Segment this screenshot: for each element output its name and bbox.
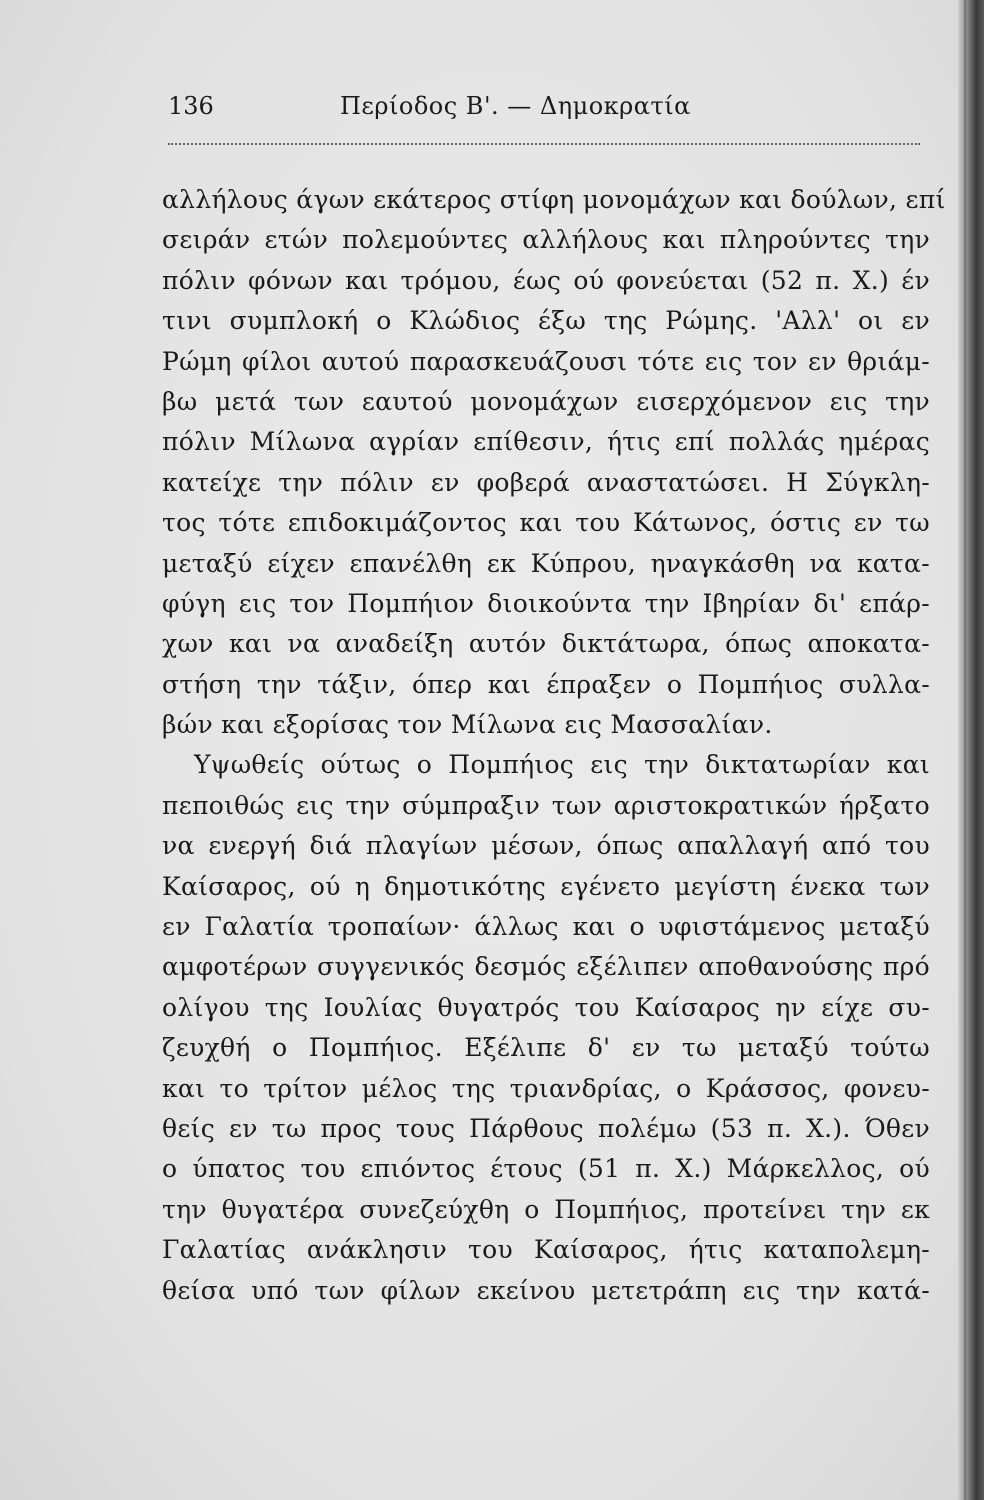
text-line: πεποιθώς εις την σύμπραξιν των αριστοκρατικών ήρξατο [162, 790, 930, 820]
page-edge-shadow [958, 0, 984, 1500]
text-line: μεταξύ είχεν επανέλθη εκ Κύπρου, ηναγκάσθη να κατα- [162, 548, 930, 578]
chapter-title: Περίοδος Β'. — Δημοκρατία [340, 92, 691, 120]
text-line: κατείχε την πόλιν εν φοβερά αναστατώσει. Η Σύγκλη- [162, 467, 930, 497]
text-line: σειράν ετών πολεμούντες αλλήλους και πληρούντες την [162, 225, 930, 255]
running-header [168, 92, 920, 132]
text-line: φύγη εις τον Πομπήιον διοικούντα την Ιβηρίαν δι' επάρ- [162, 588, 930, 618]
text-line: θείσα υπό των φίλων εκείνου μετετράπη εις την κατά- [162, 1275, 930, 1305]
text-line: αμφοτέρων συγγενικός δεσμός εξέλιπεν αποθανούσης πρό [162, 952, 930, 982]
text-line: ο ύπατος του επιόντος έτους (51 π. Χ.) Μάρκελλος, ού [162, 1154, 930, 1184]
text-line: εν Γαλατία τροπαίων· άλλως και ο υφιστάμενος μεταξύ [162, 912, 930, 942]
text-line: τινι συμπλοκή ο Κλώδιος έξω της Ρώμης. 'Αλλ' οι εν [162, 306, 930, 336]
header-rule [168, 143, 920, 145]
text-line: πόλιν φόνων και τρόμου, έως ού φονεύεται (52 π. Χ.) έν [162, 265, 930, 295]
text-line: την θυγατέρα συνεζεύχθη ο Πομπήιος, προτείνει την εκ [162, 1194, 930, 1224]
text-line: ολίγου της Ιουλίας θυγατρός του Καίσαρος ην είχε συ- [162, 992, 930, 1022]
text-line: τος τότε επιδοκιμάζοντος και του Κάτωνος, όστις εν τω [162, 508, 930, 538]
text-line: Ρώμη φίλοι αυτού παρασκευάζουσι τότε εις τον εν θριάμ- [162, 346, 930, 376]
text-line: βών και εξορίσας τον Μίλωνα εις Μασσαλίαν. [162, 710, 773, 740]
text-line: και το τρίτον μέλος της τριανδρίας, ο Κράσσος, φονευ- [162, 1073, 930, 1103]
page-number: 136 [168, 92, 214, 120]
text-line: πόλιν Μίλωνα αγρίαν επίθεσιν, ήτις επί πολλάς ημέρας [162, 427, 930, 457]
text-line: Γαλατίας ανάκλησιν του Καίσαρος, ήτις καταπολεμη- [162, 1235, 930, 1265]
text-line: αλλήλους άγων εκάτερος στίφη μονομάχων και δούλων, επί [162, 185, 946, 214]
text-line: να ενεργή διά πλαγίων μέσων, όπως απαλλαγή από του [162, 831, 930, 861]
text-line: στήση την τάξιν, όπερ και έπραξεν ο Πομπήιος συλλα- [162, 669, 930, 699]
text-line: Καίσαρος, ού η δημοτικότης εγένετο μεγίστη ένεκα των [162, 871, 930, 901]
body-text [162, 180, 946, 1311]
text-line: ζευχθή ο Πομπήιος. Εξέλιπε δ' εν τω μεταξύ τούτω [162, 1033, 930, 1063]
paragraph-start-line: Υψωθείς ούτως ο Πομπήιος εις την δικτατωρίαν και [194, 750, 930, 780]
text-line: χων και να αναδείξη αυτόν δικτάτωρα, όπως αποκατα- [162, 629, 930, 659]
text-line: θείς εν τω προς τους Πάρθους πολέμω (53 π. Χ.). Όθεν [162, 1113, 930, 1143]
text-line: βω μετά των εαυτού μονομάχων εισερχόμενον εις την [162, 386, 930, 416]
